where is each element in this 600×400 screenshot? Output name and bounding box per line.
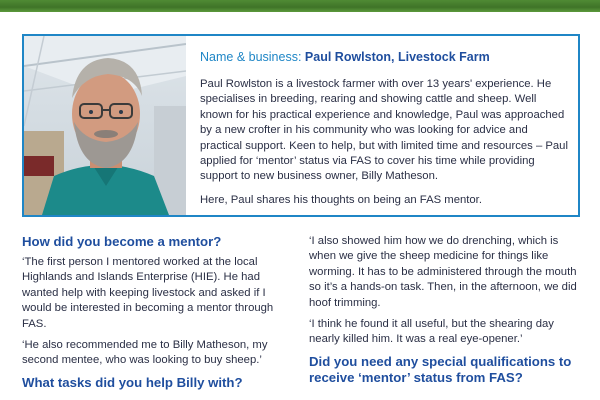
farmer-portrait-photo bbox=[24, 36, 186, 215]
answer-paragraph: ‘The first person I mentored worked at the local Highlands and Islands Enterprise (HIE). He had wanted help with keeping livestock and asked if I would be interested in becoming a mentor through FAS. bbox=[22, 256, 274, 330]
header-grass-banner bbox=[0, 0, 600, 12]
name-label: Name & business: bbox=[200, 50, 302, 64]
profile-box bbox=[22, 34, 580, 217]
answer-paragraph: ‘I also showed him how we do drenching, which is when we give the sheep medicine for things like worming. It has to be administered through the mouth so it’s a hands-on task. Then, in the afternoon, we did hoof trimming. bbox=[309, 235, 577, 309]
question-heading: Did you need any special qualifications to receive ‘mentor’ status from FAS? bbox=[309, 353, 572, 385]
bio-paragraph: Paul Rowlston is a livestock farmer with over 13 years' experience. He specialises in breeding, rearing and showing cattle and sheep. Well known for his practical experience and knowledge, Paul was approached by a new crofter in his community who was looking for advice and practical support. Keen to help, but with limited time and resources – Paul applied for ‘mentor’ status via FAS to cover his time while providing support to new business owner, Billy Matheson. bbox=[200, 78, 568, 183]
left-column bbox=[22, 234, 290, 396]
question-heading: What tasks did you help Billy with? bbox=[22, 374, 243, 390]
answer-paragraph: ‘He also recommended me to Billy Matheson, my second mentee, who was looking to buy sheep.’ bbox=[22, 339, 268, 367]
portrait-illustration bbox=[24, 36, 186, 215]
name-and-business-line bbox=[200, 49, 572, 65]
name-value: Paul Rowlston, Livestock Farm bbox=[304, 50, 490, 64]
right-column bbox=[309, 234, 577, 391]
answer-paragraph: ‘I think he found it all useful, but the shearing day nearly killed him. It was a real eye-opener.’ bbox=[309, 318, 554, 346]
bio-intro-paragraph: Here, Paul shares his thoughts on being an FAS mentor. bbox=[200, 193, 482, 206]
question-heading: How did you become a mentor? bbox=[22, 234, 222, 249]
profile-text-block bbox=[200, 49, 572, 216]
